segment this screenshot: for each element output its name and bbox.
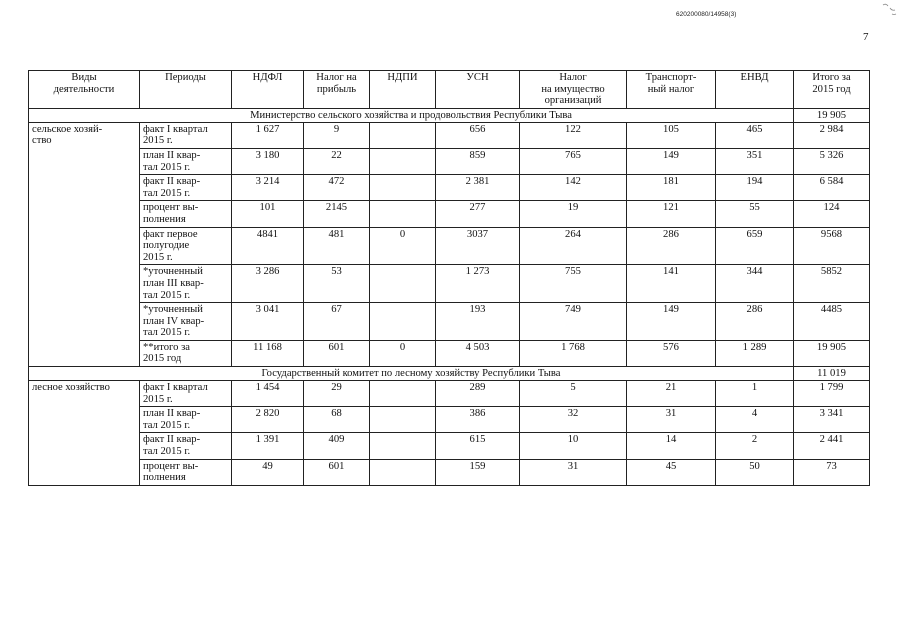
value-cell: 659 <box>716 227 794 265</box>
period-cell <box>140 175 232 201</box>
value-cell: 755 <box>520 265 627 303</box>
value-cell: 68 <box>304 407 370 433</box>
value-cell: 73 <box>794 459 870 485</box>
activity-line: лесное хозяйство <box>32 382 110 394</box>
value-cell: 286 <box>716 303 794 341</box>
value-cell: 2 820 <box>232 407 304 433</box>
column-header-line: 2015 год <box>812 83 851 95</box>
value-cell: 0 <box>370 227 436 265</box>
organization-total: 19 905 <box>794 108 870 122</box>
column-header <box>29 71 140 109</box>
value-cell: 142 <box>520 175 627 201</box>
value-cell: 351 <box>716 148 794 174</box>
value-cell: 1 273 <box>436 265 520 303</box>
value-cell: 19 <box>520 201 627 227</box>
value-cell: 9 <box>304 122 370 148</box>
value-cell: 765 <box>520 148 627 174</box>
value-cell: 277 <box>436 201 520 227</box>
value-cell: 2 <box>716 433 794 459</box>
period-line: тал 2015 г. <box>143 446 191 458</box>
value-cell: 859 <box>436 148 520 174</box>
value-cell: 11 168 <box>232 340 304 366</box>
value-cell: 409 <box>304 433 370 459</box>
period-line: 2015 г. <box>143 135 173 147</box>
value-cell: 31 <box>520 459 627 485</box>
value-cell: 141 <box>627 265 716 303</box>
value-cell <box>370 265 436 303</box>
value-cell: 264 <box>520 227 627 265</box>
value-cell: 3 341 <box>794 407 870 433</box>
period-line: тал 2015 г. <box>143 419 191 431</box>
period-line: **итого за <box>143 341 190 353</box>
column-header <box>232 71 304 109</box>
value-cell: 1 768 <box>520 340 627 366</box>
value-cell: 286 <box>627 227 716 265</box>
period-cell <box>140 201 232 227</box>
period-line: факт II квар- <box>143 176 201 188</box>
period-line: полнения <box>143 213 186 225</box>
value-cell: 0 <box>370 340 436 366</box>
value-cell: 344 <box>716 265 794 303</box>
value-cell: 3037 <box>436 227 520 265</box>
value-cell: 101 <box>232 201 304 227</box>
value-cell: 601 <box>304 340 370 366</box>
value-cell: 386 <box>436 407 520 433</box>
value-cell: 576 <box>627 340 716 366</box>
period-cell <box>140 407 232 433</box>
value-cell: 29 <box>304 381 370 407</box>
column-header-line: ЕНВД <box>740 72 769 83</box>
value-cell: 22 <box>304 148 370 174</box>
value-cell: 749 <box>520 303 627 341</box>
table-row <box>29 303 870 341</box>
period-line: план IV квар- <box>143 315 205 327</box>
period-cell <box>140 122 232 148</box>
period-line: 2015 г. <box>143 393 173 405</box>
value-cell <box>370 407 436 433</box>
activity-line: ство <box>32 135 52 147</box>
value-cell: 1 391 <box>232 433 304 459</box>
table-row <box>29 227 870 265</box>
activity-type <box>29 122 140 366</box>
value-cell: 4 503 <box>436 340 520 366</box>
value-cell: 3 041 <box>232 303 304 341</box>
column-header-line: Итого за <box>812 72 851 83</box>
value-cell: 122 <box>520 122 627 148</box>
value-cell: 4841 <box>232 227 304 265</box>
period-cell <box>140 340 232 366</box>
value-cell <box>370 122 436 148</box>
value-cell: 3 214 <box>232 175 304 201</box>
column-header <box>436 71 520 109</box>
value-cell: 193 <box>436 303 520 341</box>
organization-total: 11 019 <box>794 367 870 381</box>
value-cell: 465 <box>716 122 794 148</box>
value-cell: 55 <box>716 201 794 227</box>
period-line: полугодие <box>143 240 190 252</box>
table-row <box>29 122 870 148</box>
value-cell <box>370 201 436 227</box>
value-cell: 149 <box>627 303 716 341</box>
value-cell: 472 <box>304 175 370 201</box>
value-cell: 656 <box>436 122 520 148</box>
column-header <box>627 71 716 109</box>
organization-name: Министерство сельского хозяйства и продовольствия Республики Тыва <box>29 108 794 122</box>
activity-type <box>29 381 140 486</box>
column-header-line: Периоды <box>165 72 206 83</box>
value-cell: 10 <box>520 433 627 459</box>
table-row <box>29 381 870 407</box>
period-line: процент вы- <box>143 460 199 472</box>
value-cell <box>370 381 436 407</box>
period-line: полнения <box>143 472 186 484</box>
value-cell: 1 454 <box>232 381 304 407</box>
value-cell: 5852 <box>794 265 870 303</box>
period-line: тал 2015 г. <box>143 289 191 301</box>
value-cell: 1 799 <box>794 381 870 407</box>
value-cell: 53 <box>304 265 370 303</box>
period-line: процент вы- <box>143 202 199 214</box>
value-cell: 19 905 <box>794 340 870 366</box>
value-cell: 105 <box>627 122 716 148</box>
period-line: 2015 г. <box>143 251 173 263</box>
period-line: факт I квартал <box>143 382 208 394</box>
period-line: 2015 год <box>143 353 182 365</box>
value-cell <box>370 459 436 485</box>
value-cell: 1 289 <box>716 340 794 366</box>
value-cell: 9568 <box>794 227 870 265</box>
period-cell <box>140 459 232 485</box>
period-line: план III квар- <box>143 277 204 289</box>
value-cell: 21 <box>627 381 716 407</box>
value-cell <box>370 433 436 459</box>
period-cell <box>140 148 232 174</box>
period-line: тал 2015 г. <box>143 187 191 199</box>
organization-name: Государственный комитет по лесному хозяйству Республики Тыва <box>29 367 794 381</box>
period-line: *уточненный <box>143 304 203 316</box>
period-line: факт I квартал <box>143 123 208 135</box>
column-header <box>716 71 794 109</box>
value-cell: 615 <box>436 433 520 459</box>
value-cell: 124 <box>794 201 870 227</box>
period-line: факт II квар- <box>143 434 201 446</box>
tax-table <box>28 70 870 486</box>
table-row <box>29 340 870 366</box>
organization-row <box>29 108 870 122</box>
value-cell: 45 <box>627 459 716 485</box>
value-cell: 5 <box>520 381 627 407</box>
table-row <box>29 407 870 433</box>
value-cell: 31 <box>627 407 716 433</box>
handwritten-mark <box>880 2 898 18</box>
value-cell <box>370 148 436 174</box>
value-cell: 1 627 <box>232 122 304 148</box>
column-header-line: НДПИ <box>387 72 418 83</box>
column-header-line: Транспорт- <box>645 72 697 83</box>
column-header-line: Налог <box>559 72 587 83</box>
period-cell <box>140 303 232 341</box>
column-header <box>140 71 232 109</box>
value-cell: 601 <box>304 459 370 485</box>
period-line: факт первое <box>143 228 198 240</box>
organization-row <box>29 367 870 381</box>
value-cell: 289 <box>436 381 520 407</box>
period-cell <box>140 433 232 459</box>
column-header-line: Налог на <box>316 72 357 83</box>
table-row <box>29 201 870 227</box>
value-cell: 6 584 <box>794 175 870 201</box>
column-header <box>370 71 436 109</box>
column-header-line: УСН <box>466 72 489 83</box>
value-cell: 181 <box>627 175 716 201</box>
value-cell: 49 <box>232 459 304 485</box>
value-cell: 67 <box>304 303 370 341</box>
value-cell: 2 441 <box>794 433 870 459</box>
value-cell: 1 <box>716 381 794 407</box>
value-cell: 481 <box>304 227 370 265</box>
header-row <box>29 71 870 109</box>
value-cell: 2145 <box>304 201 370 227</box>
column-header <box>304 71 370 109</box>
value-cell <box>370 175 436 201</box>
period-cell <box>140 227 232 265</box>
value-cell: 4485 <box>794 303 870 341</box>
period-cell <box>140 381 232 407</box>
table-row <box>29 148 870 174</box>
value-cell: 121 <box>627 201 716 227</box>
value-cell: 14 <box>627 433 716 459</box>
value-cell: 3 286 <box>232 265 304 303</box>
period-line: тал 2015 г. <box>143 327 191 339</box>
value-cell: 2 381 <box>436 175 520 201</box>
table-row <box>29 175 870 201</box>
document-id: 620200080/14958(3) <box>676 11 737 18</box>
column-header-line: на имущество <box>541 83 605 95</box>
value-cell: 5 326 <box>794 148 870 174</box>
period-line: план II квар- <box>143 408 201 420</box>
value-cell <box>370 303 436 341</box>
table-row <box>29 433 870 459</box>
column-header <box>794 71 870 109</box>
column-header-line: ный налог <box>647 83 695 95</box>
column-header-line: организаций <box>544 95 602 107</box>
value-cell: 2 984 <box>794 122 870 148</box>
value-cell: 3 180 <box>232 148 304 174</box>
column-header <box>520 71 627 109</box>
period-line: тал 2015 г. <box>143 161 191 173</box>
value-cell: 32 <box>520 407 627 433</box>
table-row <box>29 459 870 485</box>
period-cell <box>140 265 232 303</box>
column-header-line: Виды <box>71 72 97 83</box>
value-cell: 4 <box>716 407 794 433</box>
column-header-line: НДФЛ <box>252 72 283 83</box>
column-header-line: прибыль <box>316 83 357 95</box>
value-cell: 159 <box>436 459 520 485</box>
value-cell: 149 <box>627 148 716 174</box>
value-cell: 194 <box>716 175 794 201</box>
page-number: 7 <box>863 31 869 43</box>
table-row <box>29 265 870 303</box>
value-cell: 50 <box>716 459 794 485</box>
activity-line: сельское хозяй- <box>32 123 103 135</box>
column-header-line: деятельности <box>53 83 115 95</box>
period-line: план II квар- <box>143 149 201 161</box>
period-line: *уточненный <box>143 266 203 278</box>
